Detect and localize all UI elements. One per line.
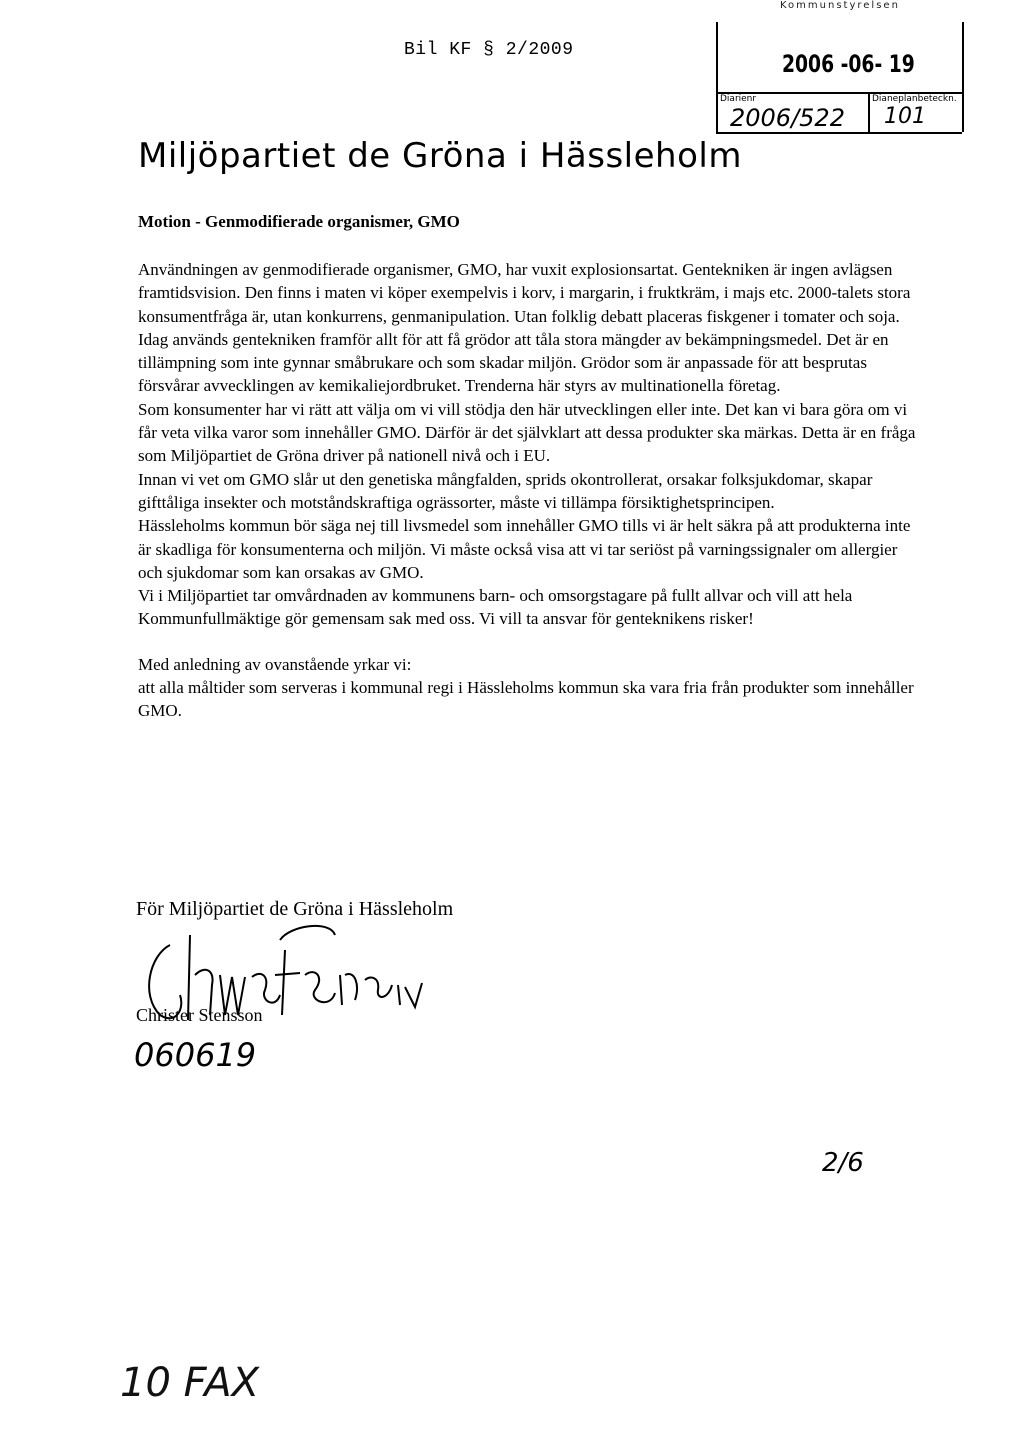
paragraph: Vi i Miljöpartiet tar omvårdnaden av kommunens barn- och omsorgstagare på fullt allvar och vill att hela Kommunfullmäktige gör gemensam sak med oss. Vi vill ta ansvar för genteknikens risker! — [138, 586, 853, 629]
diarienr-value: 2006/522 — [730, 104, 845, 132]
plan-value: 101 — [884, 104, 926, 129]
stamp-date: 2006 -06- 19 — [782, 50, 915, 78]
stamp-column-divider — [868, 92, 870, 134]
signature-for-line: För Miljöpartiet de Gröna i Hässleholm — [136, 898, 454, 920]
spacer — [138, 631, 924, 653]
conclusion-demand: att alla måltider som serveras i kommunal regi i Hässleholms kommun ska vara fria från produkter som innehåller GMO. — [138, 678, 914, 721]
motion-title: Motion - Genmodifierade organismer, GMO — [138, 212, 460, 231]
signature-date: 060619 — [134, 1036, 257, 1074]
paragraph: Hässleholms kommun bör säga nej till livsmedel som innehåller GMO tills vi är helt säkra på att produkterna inte är skadliga för konsumenterna och miljön. Vi måste också visa att vi tar seriöst på varningssignaler om allergier och sjukdomar som kan orsakas av GMO. — [138, 516, 911, 582]
conclusion-intro: Med anledning av ovanstående yrkar vi: — [138, 654, 412, 674]
signer-name: Christer Stensson — [136, 1005, 263, 1025]
reference-number: Bil KF § 2/2009 — [404, 40, 574, 60]
party-title: Miljöpartiet de Gröna i Hässleholm — [138, 136, 742, 176]
page-annotation: 2/6 — [822, 1148, 864, 1178]
plan-label: Dianeplanbeteckn. — [872, 94, 957, 104]
motion-body — [138, 258, 924, 723]
paragraph: Idag används gentekniken framför allt för att få grödor att tåla stora mängder av bekämpningsmedel. Det är en tillämpning som inte gynnar småbrukare och som skadar miljön. Grödor som är anpassade för att besprutas försvårar avvecklingen av kemikaliejordbruket. Trenderna här styrs av multinationella företag. — [138, 329, 889, 396]
paragraph: Användningen av genmodifierade organismer, GMO, har vuxit explosionsartat. Gentekniken är ingen avlägsen framtidsvision. Den finns i maten vi köper exempelvis i korv, i margarin, i fruktkräm, i majs etc. 2000-talets stora konsumentfråga är, utan konkurrens, genmanipulation. Utan folklig debatt placeras fiskgener i tomater och soja. — [138, 260, 911, 326]
paragraph: Innan vi vet om GMO slår ut den genetiska mångfalden, sprids okontrollerat, orsakar folksjukdomar, skapar gifttåliga insekter och motståndskraftiga ogrässorter, måste vi tillämpa försiktighetsprincipen. — [138, 469, 873, 512]
stamp-bottom-border — [716, 132, 962, 134]
paragraph: Som konsumenter har vi rätt att välja om vi vill stödja den här utvecklingen eller inte. Det kan vi bara göra om vi får veta vilka varor som innehåller GMO. Därför är det självklart att dessa produkter ska märkas. Detta är en fråga som Miljöpartiet de Gröna driver på nationell nivå och i EU. — [138, 399, 916, 466]
stamp-header: Kommunstyrelsen — [780, 0, 900, 11]
fax-annotation: 10 FAX — [120, 1360, 260, 1406]
diarienr-label: Diarienr — [720, 94, 757, 104]
